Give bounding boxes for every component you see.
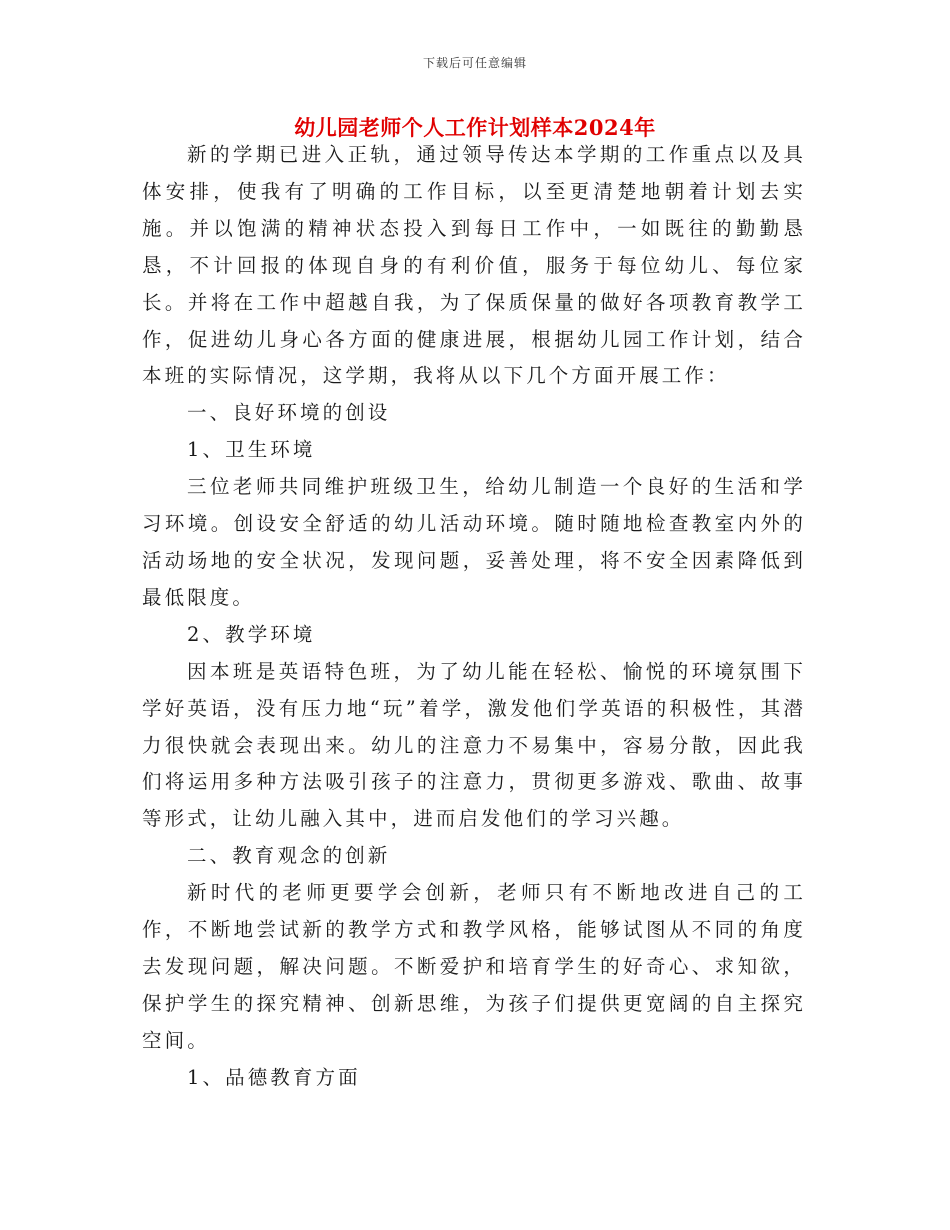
header-note: 下载后可任意编辑 — [422, 56, 527, 70]
section-heading-innovation: 二、教育观念的创新 — [187, 844, 391, 868]
paragraph-teaching: 因本班是英语特色班，为了幼儿能在轻松、愉悦的环境氛围下学好英语，没有压力地“玩”着学，激发他们学英语的积极性，其潜力很快就会表现出来。幼儿的注意力不易集中，容易分散，因此我们将运用多种方法吸引孩子的注意力，贯彻更多游戏、歌曲、故事等形式，让幼儿融入其中，进而启发他们的学习兴趣。 — [142, 659, 806, 831]
section-heading-environment: 一、良好环境的创设 — [187, 401, 391, 425]
paragraph-innovation: 新时代的老师更要学会创新，老师只有不断地改进自己的工作，不断地尝试新的教学方式和教学风格，能够试图从不同的角度去发现问题，解决问题。不断爱护和培育学生的好奇心、求知欲，保护学生的探究精神、创新思维，为孩子们提供更宽阔的自主探究空间。 — [142, 881, 806, 1052]
paragraph-hygiene: 三位老师共同维护班级卫生，给幼儿制造一个良好的生活和学习环境。创设安全舒适的幼儿活动环境。随时随地检查教室内外的活动场地的安全状况，发现问题，妥善处理，将不安全因素降低到最低限度。 — [142, 475, 806, 609]
document-body — [142, 137, 806, 1097]
subsection-heading-hygiene: 1、卫生环境 — [187, 438, 316, 462]
paragraph-intro: 新的学期已进入正轨，通过领导传达本学期的工作重点以及具体安排，使我有了明确的工作目标，以至更清楚地朝着计划去实施。并以饱满的精神状态投入到每日工作中，一如既往的勤勤恳恳，不计回报的体现自身的有利价值，服务于每位幼儿、每位家长。并将在工作中超越自我，为了保质保量的做好各项教育教学工作，促进幼儿身心各方面的健康进展，根据幼儿园工作计划，结合本班的实际情况，这学期，我将从以下几个方面开展工作： — [142, 143, 806, 388]
document-title: 幼儿园老师个人工作计划样本2024年 — [294, 115, 656, 140]
subsection-heading-teaching: 2、教学环境 — [187, 622, 316, 646]
subsection-heading-moral: 1、品德教育方面 — [187, 1065, 361, 1089]
